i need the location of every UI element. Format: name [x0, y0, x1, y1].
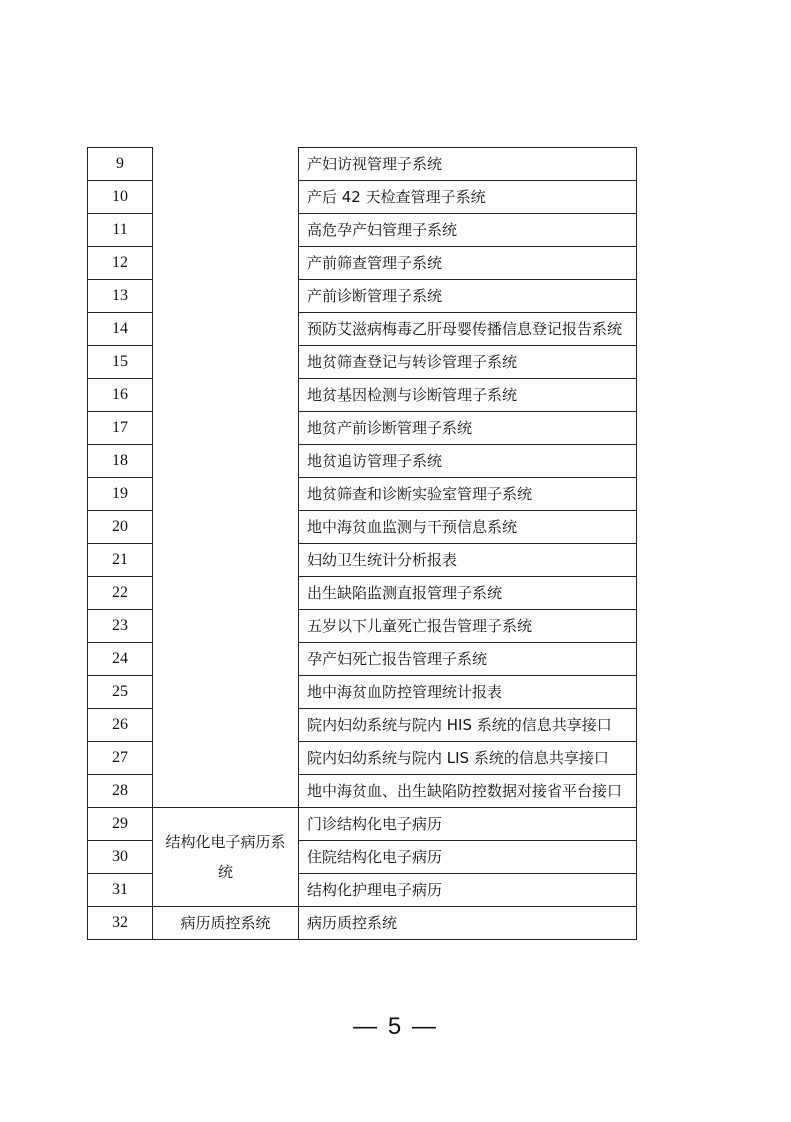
- row-number: 31: [88, 874, 153, 907]
- system-name: 产后 42 天检查管理子系统: [299, 181, 637, 214]
- row-number: 18: [88, 445, 153, 478]
- system-name: 地中海贫血监测与干预信息系统: [299, 511, 637, 544]
- row-number: 9: [88, 148, 153, 181]
- system-name: 产妇访视管理子系统: [299, 148, 637, 181]
- row-number: 19: [88, 478, 153, 511]
- system-name: 院内妇幼系统与院内 LIS 系统的信息共享接口: [299, 742, 637, 775]
- row-number: 16: [88, 379, 153, 412]
- system-name: 地贫基因检测与诊断管理子系统: [299, 379, 637, 412]
- row-number: 32: [88, 907, 153, 940]
- row-number: 20: [88, 511, 153, 544]
- row-number: 30: [88, 841, 153, 874]
- system-name: 孕产妇死亡报告管理子系统: [299, 643, 637, 676]
- system-name: 五岁以下儿童死亡报告管理子系统: [299, 610, 637, 643]
- row-number: 22: [88, 577, 153, 610]
- table-row: [88, 808, 637, 841]
- system-name: 地贫产前诊断管理子系统: [299, 412, 637, 445]
- system-name: 高危孕产妇管理子系统: [299, 214, 637, 247]
- table-row: [88, 148, 637, 181]
- row-number: 24: [88, 643, 153, 676]
- system-name: 地贫筛查和诊断实验室管理子系统: [299, 478, 637, 511]
- system-name: 出生缺陷监测直报管理子系统: [299, 577, 637, 610]
- row-number: 11: [88, 214, 153, 247]
- table-row: [88, 907, 637, 940]
- row-number: 29: [88, 808, 153, 841]
- system-name: 预防艾滋病梅毒乙肝母婴传播信息登记报告系统: [299, 313, 637, 346]
- system-name: 病历质控系统: [299, 907, 637, 940]
- row-number: 27: [88, 742, 153, 775]
- row-number: 26: [88, 709, 153, 742]
- system-name: 院内妇幼系统与院内 HIS 系统的信息共享接口: [299, 709, 637, 742]
- system-name: 门诊结构化电子病历: [299, 808, 637, 841]
- row-number: 17: [88, 412, 153, 445]
- system-name: 地贫追访管理子系统: [299, 445, 637, 478]
- row-number: 25: [88, 676, 153, 709]
- category-qc: 病历质控系统: [153, 907, 299, 940]
- row-number: 28: [88, 775, 153, 808]
- system-name: 产前诊断管理子系统: [299, 280, 637, 313]
- system-name: 结构化护理电子病历: [299, 874, 637, 907]
- row-number: 10: [88, 181, 153, 214]
- row-number: 23: [88, 610, 153, 643]
- row-number: 12: [88, 247, 153, 280]
- system-name: 地中海贫血防控管理统计报表: [299, 676, 637, 709]
- system-name: 地中海贫血、出生缺陷防控数据对接省平台接口: [299, 775, 637, 808]
- row-number: 15: [88, 346, 153, 379]
- system-name: 产前筛查管理子系统: [299, 247, 637, 280]
- row-number: 13: [88, 280, 153, 313]
- row-number: 21: [88, 544, 153, 577]
- system-name: 地贫筛查登记与转诊管理子系统: [299, 346, 637, 379]
- system-name: 住院结构化电子病历: [299, 841, 637, 874]
- page-number: — 5 —: [353, 1013, 438, 1040]
- row-number: 14: [88, 313, 153, 346]
- system-name: 妇幼卫生统计分析报表: [299, 544, 637, 577]
- category-emr: 结构化电子病历系统: [153, 808, 299, 907]
- system-list-table: [87, 147, 637, 940]
- category-cell-continued: [153, 148, 299, 808]
